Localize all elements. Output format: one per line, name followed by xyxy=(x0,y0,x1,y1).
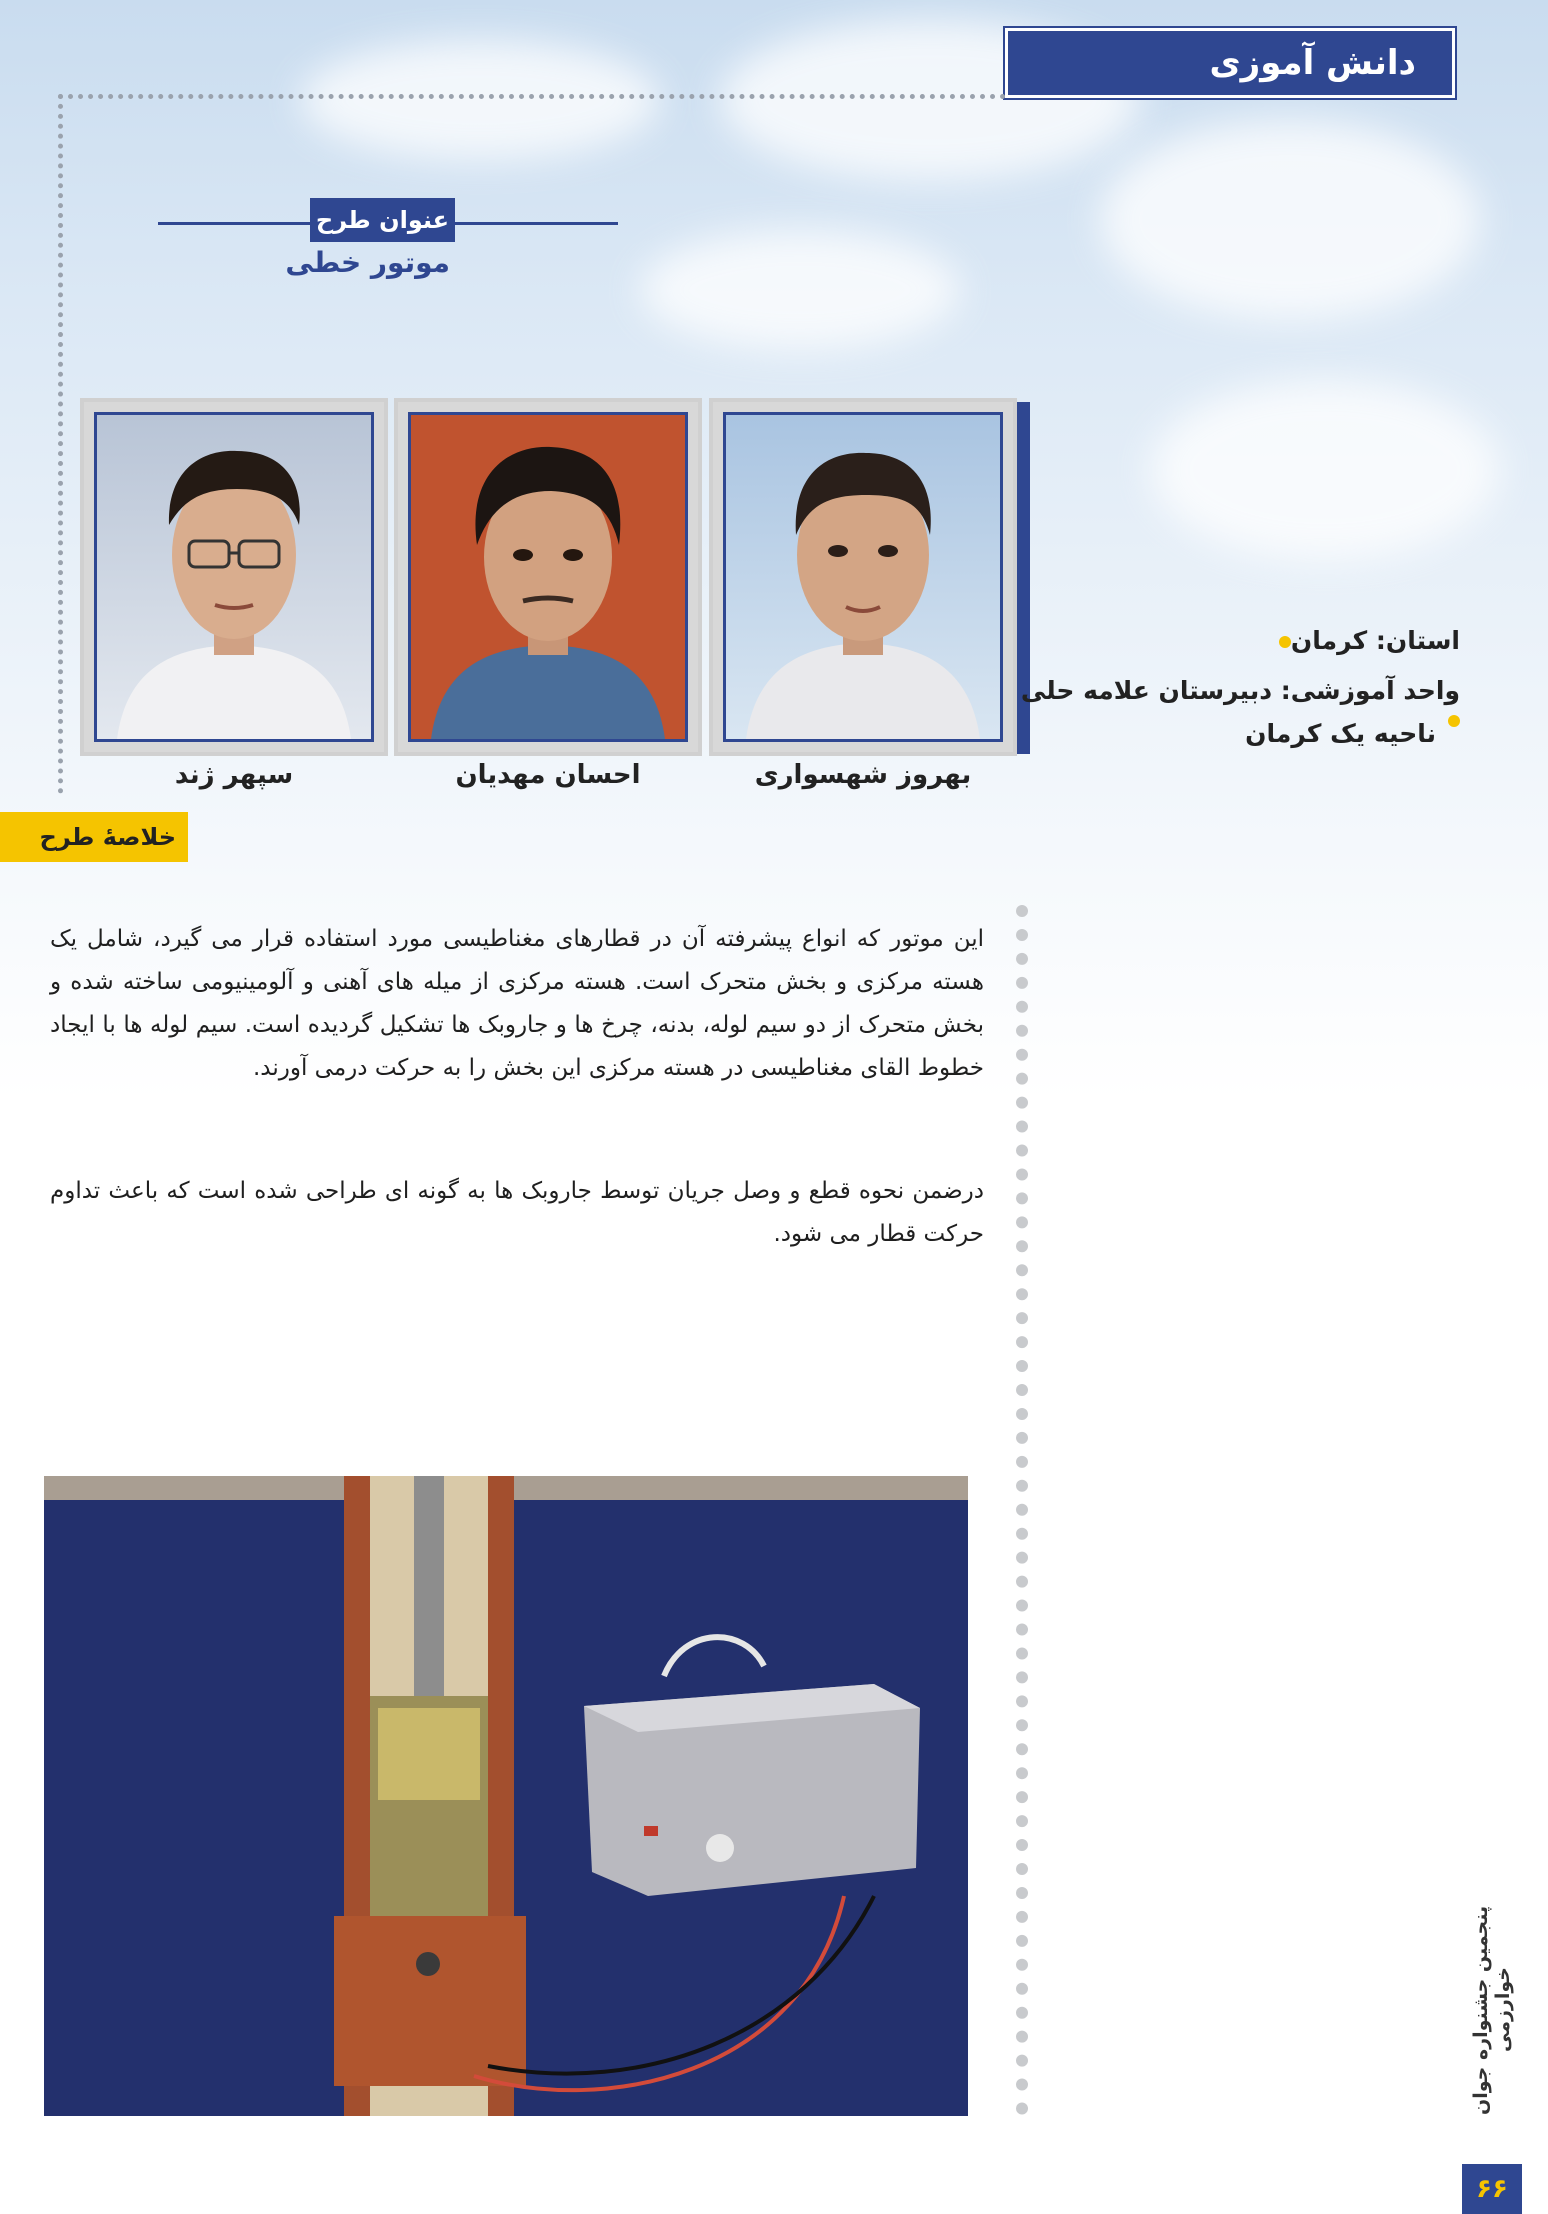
portrait-icon xyxy=(97,415,371,739)
district-line xyxy=(1245,719,1436,748)
cloud-shape xyxy=(1100,120,1480,320)
province-text: استان: کرمان xyxy=(1290,626,1460,655)
product-photo xyxy=(44,1476,968,2116)
dotted-border-left xyxy=(58,94,63,794)
summary-paragraph-2: درضمن نحوه قطع و وصل جریان توسط جاروبک ها به گونه ای طراحی شده است که باعث تداوم حرکت قطار می شود. xyxy=(50,1178,984,1247)
student-name-1: بهروز شهسواری xyxy=(754,760,972,790)
cloud-shape xyxy=(300,40,660,160)
project-title-value: موتور خطی xyxy=(285,246,450,279)
student-photo-3 xyxy=(84,402,384,752)
section-title: دانش آموزی xyxy=(1209,43,1416,83)
student-name-2: احسان مهدیان xyxy=(455,760,641,790)
summary-paragraph-1: این موتور که انواع پیشرفته آن در قطارهای مغناطیسی مورد استفاده قرار می گیرد، شامل یک هسته مرکزی و بخش متحرک است. هسته مرکزی از میله های آهنی و آلومینیومی ساخته شده و بخش متحرک از دو سیم لوله، بدنه، چرخ ها و جاروبک ها تشکیل گردیده است. سیم لوله ها با ایجاد خطوط القای مغناطیسی در هسته مرکزی این بخش را به حرکت درمی آورند. xyxy=(50,926,984,1081)
portrait-icon xyxy=(411,415,685,739)
summary-label: خلاصهٔ طرح xyxy=(0,812,188,862)
bullet-icon xyxy=(1448,715,1460,727)
dotted-border-top xyxy=(58,94,1006,99)
dotted-border-right xyxy=(1016,905,1028,2115)
publication-name: پنجمین جشنواره جوان خوارزمی xyxy=(1470,1905,1514,2115)
cloud-shape xyxy=(1150,380,1500,560)
cloud-shape xyxy=(640,230,960,350)
linear-motor-photo xyxy=(44,1476,968,2116)
student-photo-1 xyxy=(713,402,1013,752)
project-title-label: عنوان طرح xyxy=(310,198,455,242)
portrait-icon xyxy=(726,415,1000,739)
section-banner xyxy=(1005,28,1455,98)
school-text: واحد آموزشی: دبیرستان علامه حلی xyxy=(1020,676,1460,705)
student-photo-2 xyxy=(398,402,698,752)
district-text: ناحیه یک کرمان xyxy=(1245,719,1436,748)
bullet-icon xyxy=(1279,636,1291,648)
info-block xyxy=(1020,626,1460,756)
student-name-3: سپهر ژند xyxy=(174,760,294,790)
province-line xyxy=(1269,626,1460,655)
page-number: ۶۶ xyxy=(1462,2164,1522,2214)
